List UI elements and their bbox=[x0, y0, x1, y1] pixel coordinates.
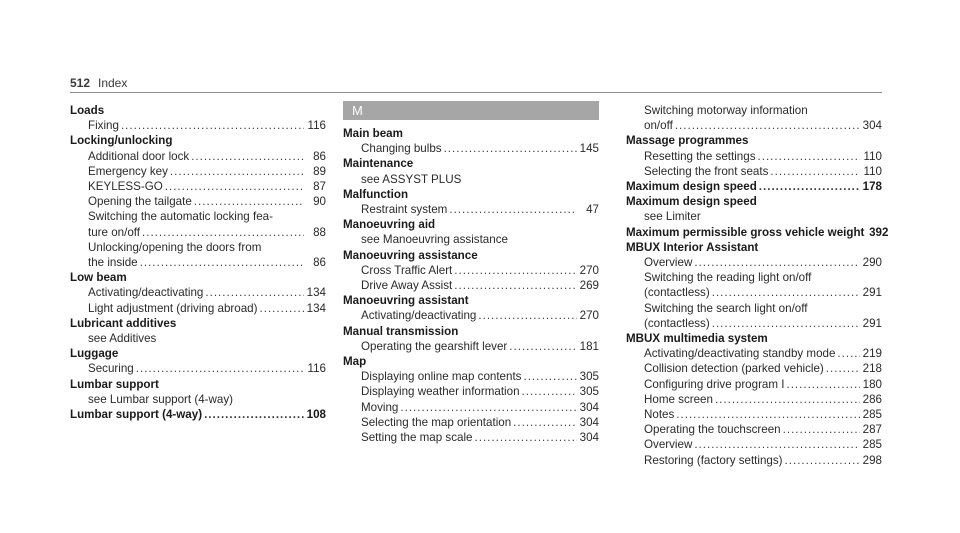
index-subentry bbox=[343, 415, 599, 430]
dot-leader bbox=[786, 377, 860, 392]
index-heading: Loads bbox=[70, 104, 105, 117]
page-reference: 298 bbox=[862, 453, 882, 467]
page-reference: 291 bbox=[862, 286, 882, 300]
index-subentry bbox=[70, 361, 326, 376]
entry-text: ture on/off bbox=[88, 225, 140, 239]
page-reference: 218 bbox=[862, 362, 882, 376]
page-reference: 286 bbox=[862, 392, 882, 406]
page-reference: 178 bbox=[862, 180, 882, 194]
entry-text: Selecting the map orientation bbox=[361, 415, 512, 429]
index-subentry-text: Switching motorway information bbox=[644, 104, 808, 117]
index-subentry-text: see Lumbar support (4-way) bbox=[88, 392, 233, 406]
index-heading: Main beam bbox=[343, 127, 403, 140]
entry-text: Maximum permissible gross vehicle weight bbox=[626, 225, 865, 239]
entry-text: Restoring (factory settings) bbox=[644, 453, 783, 467]
index-subentry-text: Switching the reading light on/off bbox=[644, 271, 812, 285]
dot-leader bbox=[785, 453, 860, 468]
dot-leader bbox=[191, 149, 304, 164]
index-subentry bbox=[70, 255, 326, 270]
entry-text: Selecting the front seats bbox=[644, 164, 769, 178]
entry-text: Overview bbox=[644, 256, 693, 270]
dot-leader bbox=[121, 118, 304, 133]
entry-text: Restraint system bbox=[361, 203, 448, 217]
index-column-3 bbox=[626, 103, 889, 468]
dot-leader bbox=[513, 415, 577, 430]
entry-text: on/off bbox=[644, 119, 673, 133]
dot-leader bbox=[523, 369, 577, 384]
page-reference: 269 bbox=[579, 279, 599, 293]
entry-text: Drive Away Assist bbox=[361, 279, 453, 293]
index-subentry bbox=[70, 118, 326, 133]
index-subentry bbox=[626, 149, 882, 164]
dot-leader bbox=[140, 255, 304, 270]
page-header bbox=[70, 74, 882, 93]
entry-text: Notes bbox=[644, 408, 675, 422]
dot-leader bbox=[675, 118, 860, 133]
dot-leader bbox=[454, 278, 577, 293]
page-reference: 285 bbox=[862, 408, 882, 422]
index-heading: Low beam bbox=[70, 271, 127, 285]
index-subentry bbox=[626, 346, 882, 361]
index-heading: Manoeuvring aid bbox=[343, 218, 436, 232]
index-subentry bbox=[626, 255, 882, 270]
index-heading: Map bbox=[343, 355, 367, 369]
entry-text: Configuring drive program I bbox=[644, 377, 785, 391]
index-subentry bbox=[343, 278, 599, 293]
dot-leader bbox=[136, 361, 304, 376]
dot-leader bbox=[478, 308, 577, 323]
index-subentry-text: Unlocking/opening the doors from bbox=[88, 240, 262, 254]
index-heading: Manual transmission bbox=[343, 324, 459, 338]
index-subentry bbox=[343, 369, 599, 384]
dot-leader bbox=[837, 346, 860, 361]
page-reference: 47 bbox=[586, 203, 599, 217]
page-reference: 110 bbox=[863, 149, 882, 163]
index-heading-with-page bbox=[70, 407, 326, 422]
index-subentry bbox=[70, 301, 326, 316]
index-subentry-text: see ASSYST PLUS bbox=[361, 172, 462, 186]
index-subentry bbox=[626, 407, 882, 422]
index-list bbox=[343, 126, 599, 445]
dot-leader bbox=[826, 361, 860, 376]
entry-text: (contactless) bbox=[644, 286, 710, 300]
page-reference: 181 bbox=[579, 339, 599, 353]
letter-heading-m: M bbox=[343, 101, 599, 120]
index-subentry bbox=[626, 285, 882, 300]
entry-text: Home screen bbox=[644, 392, 713, 406]
entry-text: Activating/deactivating standby mode bbox=[644, 347, 836, 361]
index-subentry-text: see Limiter bbox=[644, 210, 701, 224]
entry-text: Overview bbox=[644, 438, 693, 452]
page-reference: 304 bbox=[579, 400, 599, 414]
index-heading-with-page bbox=[626, 225, 889, 240]
index-heading: Manoeuvring assistant bbox=[343, 294, 469, 308]
dot-leader bbox=[454, 263, 577, 278]
dot-leader bbox=[694, 255, 860, 270]
index-subentry bbox=[626, 422, 882, 437]
page-reference: 108 bbox=[306, 408, 326, 422]
page-reference: 285 bbox=[862, 438, 882, 452]
index-subentry bbox=[343, 384, 599, 399]
page-reference: 134 bbox=[306, 301, 326, 315]
page-number: 512 bbox=[70, 76, 91, 90]
page-reference: 116 bbox=[307, 362, 326, 376]
dot-leader bbox=[449, 202, 577, 217]
dot-leader bbox=[170, 164, 304, 179]
index-subentry bbox=[70, 194, 326, 209]
entry-text: Collision detection (parked vehicle) bbox=[644, 362, 824, 376]
dot-leader bbox=[509, 339, 577, 354]
page-reference: 304 bbox=[579, 415, 599, 429]
entry-text: Opening the tailgate bbox=[88, 195, 192, 209]
dot-leader bbox=[712, 285, 860, 300]
page-reference: 291 bbox=[862, 316, 882, 330]
page-reference: 110 bbox=[863, 164, 882, 178]
index-heading: MBUX Interior Assistant bbox=[626, 240, 759, 254]
dot-leader bbox=[400, 400, 577, 415]
page-reference: 305 bbox=[579, 385, 599, 399]
page-reference: 270 bbox=[579, 309, 599, 323]
entry-text: Light adjustment (driving abroad) bbox=[88, 301, 258, 315]
entry-text: Activating/deactivating bbox=[88, 286, 204, 300]
index-heading: Locking/unlocking bbox=[70, 134, 173, 148]
index-subentry bbox=[626, 164, 882, 179]
index-heading: Malfunction bbox=[343, 187, 409, 201]
dot-leader bbox=[676, 407, 860, 422]
index-subentry-text: see Manoeuvring assistance bbox=[361, 233, 508, 247]
dot-leader bbox=[444, 141, 577, 156]
index-subentry bbox=[343, 263, 599, 278]
page-reference: 86 bbox=[313, 256, 326, 270]
index-heading: Maintenance bbox=[343, 157, 414, 171]
index-subentry bbox=[70, 149, 326, 164]
index-heading: Maximum design speed bbox=[626, 195, 757, 209]
entry-text: the inside bbox=[88, 256, 138, 270]
entry-text: Operating the touchscreen bbox=[644, 423, 781, 437]
entry-text: Cross Traffic Alert bbox=[361, 263, 453, 277]
page-reference: 287 bbox=[862, 423, 882, 437]
dot-leader bbox=[712, 316, 860, 331]
page-reference: 392 bbox=[869, 225, 889, 239]
dot-leader bbox=[694, 437, 860, 452]
index-subentry bbox=[343, 339, 599, 354]
entry-text: Displaying weather information bbox=[361, 385, 520, 399]
page-reference: 134 bbox=[306, 286, 326, 300]
page-reference: 304 bbox=[579, 431, 599, 445]
index-subentry bbox=[70, 285, 326, 300]
entry-text: Operating the gearshift lever bbox=[361, 339, 508, 353]
entry-text: Maximum design speed bbox=[626, 180, 757, 194]
page-reference: 305 bbox=[579, 370, 599, 384]
index-subentry bbox=[626, 118, 882, 133]
dot-leader bbox=[205, 285, 304, 300]
page-reference: 90 bbox=[313, 195, 326, 209]
page-reference: 145 bbox=[579, 142, 599, 156]
page-reference: 219 bbox=[862, 347, 882, 361]
index-subentry bbox=[70, 225, 326, 240]
entry-text: Moving bbox=[361, 400, 399, 414]
dot-leader bbox=[194, 194, 304, 209]
dot-leader bbox=[204, 407, 304, 422]
entry-text: Displaying online map contents bbox=[361, 370, 522, 384]
index-heading: Lumbar support bbox=[70, 377, 159, 391]
dot-leader bbox=[770, 164, 860, 179]
dot-leader bbox=[783, 422, 860, 437]
index-subentry bbox=[626, 377, 882, 392]
page-reference: 116 bbox=[307, 119, 326, 133]
entry-text: Resetting the settings bbox=[644, 149, 756, 163]
index-subentry bbox=[70, 179, 326, 194]
index-heading-with-page bbox=[626, 179, 882, 194]
index-subentry bbox=[626, 392, 882, 407]
dot-leader bbox=[475, 430, 578, 445]
index-subentry bbox=[626, 316, 882, 331]
dot-leader bbox=[758, 149, 861, 164]
entry-text: Fixing bbox=[88, 119, 119, 133]
dot-leader bbox=[165, 179, 304, 194]
index-subentry bbox=[70, 164, 326, 179]
index-subentry bbox=[626, 453, 882, 468]
dot-leader bbox=[715, 392, 860, 407]
entry-text: Setting the map scale bbox=[361, 431, 473, 445]
index-heading: MBUX multimedia system bbox=[626, 332, 768, 346]
page-reference: 89 bbox=[313, 164, 326, 178]
entry-text: Activating/deactivating bbox=[361, 309, 477, 323]
index-subentry-text: see Additives bbox=[88, 332, 157, 346]
entry-text: Emergency key bbox=[88, 164, 168, 178]
page-reference: 180 bbox=[862, 377, 882, 391]
index-subentry-text: Switching the search light on/off bbox=[644, 301, 808, 315]
page-reference: 304 bbox=[862, 119, 882, 133]
index-subentry bbox=[626, 361, 882, 376]
index-heading: Manoeuvring assistance bbox=[343, 248, 478, 262]
entry-text: Additional door lock bbox=[88, 149, 190, 163]
index-column-2 bbox=[343, 101, 599, 445]
entry-text: KEYLESS-GO bbox=[88, 180, 163, 194]
dot-leader bbox=[142, 225, 304, 240]
index-subentry bbox=[343, 400, 599, 415]
page-reference: 270 bbox=[579, 263, 599, 277]
dot-leader bbox=[522, 384, 577, 399]
dot-leader bbox=[260, 301, 305, 316]
index-column-1 bbox=[70, 103, 326, 422]
page-reference: 86 bbox=[313, 149, 326, 163]
page-reference: 88 bbox=[313, 225, 326, 239]
index-subentry bbox=[626, 437, 882, 452]
entry-text: Securing bbox=[88, 362, 134, 376]
page-reference: 87 bbox=[313, 180, 326, 194]
entry-text: Lumbar support (4-way) bbox=[70, 408, 203, 422]
index-heading: Luggage bbox=[70, 347, 119, 361]
index-subentry bbox=[343, 202, 599, 217]
index-subentry bbox=[343, 430, 599, 445]
entry-text: Changing bulbs bbox=[361, 142, 442, 156]
entry-text: (contactless) bbox=[644, 316, 710, 330]
index-heading: Lubricant additives bbox=[70, 316, 177, 330]
index-subentry bbox=[343, 308, 599, 323]
dot-leader bbox=[759, 179, 860, 194]
index-heading: Massage programmes bbox=[626, 134, 749, 148]
index-subentry-text: Switching the automatic locking fea- bbox=[88, 210, 273, 224]
page-reference: 290 bbox=[862, 256, 882, 270]
index-subentry bbox=[343, 141, 599, 156]
page-title: Index bbox=[98, 76, 128, 90]
